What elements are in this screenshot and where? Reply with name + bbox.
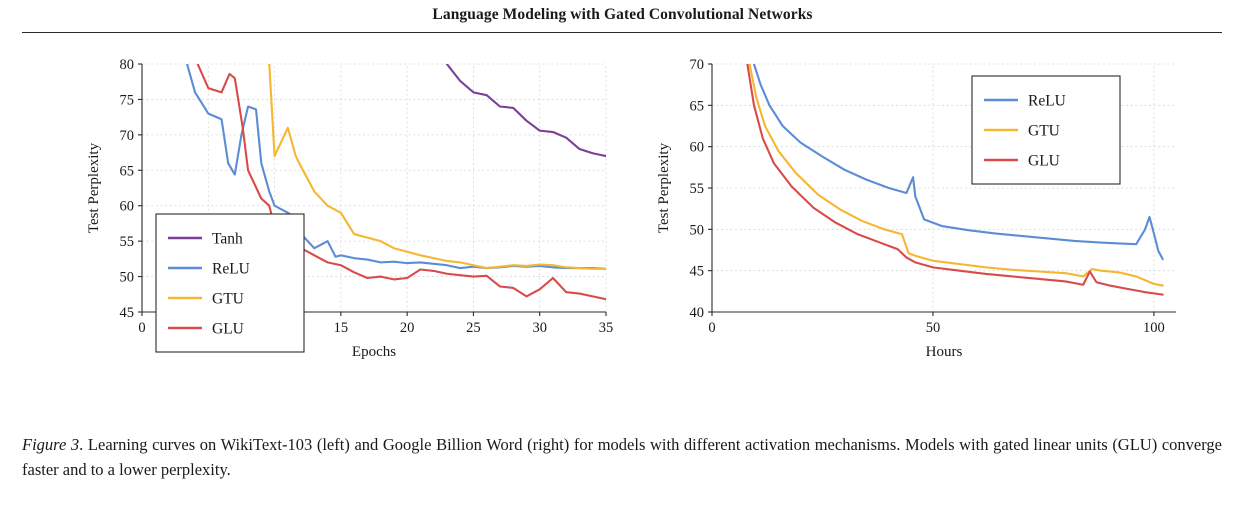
svg-text:Test Perplexity: Test Perplexity <box>86 142 102 234</box>
svg-text:70: 70 <box>689 57 704 73</box>
line-chart-wikitext103 <box>60 46 620 386</box>
line-chart-google-billion-word <box>630 46 1190 386</box>
svg-text:15: 15 <box>333 320 349 336</box>
svg-text:GLU: GLU <box>1028 152 1060 170</box>
figure-3 <box>0 46 1245 386</box>
svg-text:70: 70 <box>119 127 134 144</box>
chart-panel-left <box>60 46 620 386</box>
chart-panel-right <box>630 46 1190 386</box>
figure-caption <box>22 432 1222 482</box>
svg-text:50: 50 <box>119 269 134 286</box>
svg-text:40: 40 <box>689 305 704 321</box>
svg-text:80: 80 <box>119 57 134 73</box>
svg-text:Test Perplexity: Test Perplexity <box>656 142 672 234</box>
svg-text:65: 65 <box>119 163 134 180</box>
svg-text:50: 50 <box>689 222 704 239</box>
svg-text:55: 55 <box>119 234 134 251</box>
svg-text:100: 100 <box>1143 320 1165 336</box>
svg-text:Epochs: Epochs <box>351 344 397 360</box>
plot-area-left <box>60 46 620 386</box>
svg-text:45: 45 <box>119 305 134 321</box>
svg-text:25: 25 <box>466 320 481 336</box>
svg-text:GTU: GTU <box>212 290 244 308</box>
plot-area-right <box>630 46 1190 386</box>
svg-text:GLU: GLU <box>212 320 244 338</box>
svg-text:ReLU: ReLU <box>212 260 250 278</box>
svg-text:65: 65 <box>689 98 704 115</box>
svg-text:50: 50 <box>925 320 941 336</box>
svg-text:GTU: GTU <box>1028 122 1060 140</box>
svg-text:55: 55 <box>689 181 704 197</box>
svg-text:Tanh: Tanh <box>212 230 243 248</box>
figure-caption-label: Figure 3 <box>22 435 80 454</box>
svg-text:20: 20 <box>399 320 415 336</box>
svg-text:45: 45 <box>689 263 704 280</box>
svg-text:30: 30 <box>532 320 547 336</box>
header-rule <box>22 32 1222 33</box>
svg-text:0: 0 <box>138 320 146 336</box>
svg-text:60: 60 <box>119 198 134 215</box>
figure-caption-text: . Learning curves on WikiText-103 (left) and Google Billion Word (right) for models with different activation mechanisms. Models with gated linear units (GLU) converge faster and to a lower perplexity. <box>22 435 1222 480</box>
svg-text:Hours: Hours <box>925 344 963 360</box>
svg-text:0: 0 <box>708 320 716 336</box>
svg-text:ReLU: ReLU <box>1028 92 1066 110</box>
running-header: Language Modeling with Gated Convolutional Networks <box>432 6 813 23</box>
svg-text:35: 35 <box>598 320 614 336</box>
svg-text:75: 75 <box>119 92 134 109</box>
svg-text:60: 60 <box>689 139 704 156</box>
